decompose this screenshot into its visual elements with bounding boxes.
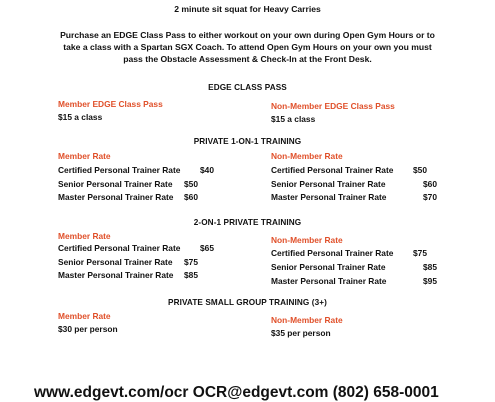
intro-line-1: Purchase an EDGE Class Pass to either workout on your own during Open Gym Hours or to xyxy=(60,30,435,40)
rate-label: Master Personal Trainer Rate xyxy=(271,192,387,202)
small-group-member-price: $30 per person xyxy=(58,324,118,334)
two-on-one-member-row xyxy=(58,243,238,255)
rate-price: $85 xyxy=(184,270,198,280)
edge-pass-nonmember-head: Non-Member EDGE Class Pass xyxy=(271,101,395,111)
footer-contact: www.edgevt.com/ocr OCR@edgevt.com (802) 658-0001 xyxy=(34,384,439,401)
rate-label: Senior Personal Trainer Rate xyxy=(58,179,173,189)
rate-price: $70 xyxy=(423,192,437,202)
rate-label: Certified Personal Trainer Rate xyxy=(271,165,394,175)
two-on-one-nonmember-head: Non-Member Rate xyxy=(271,235,343,245)
one-on-one-member-row xyxy=(58,192,238,204)
rate-label: Master Personal Trainer Rate xyxy=(271,276,387,286)
rate-label: Certified Personal Trainer Rate xyxy=(271,248,394,258)
rate-price: $60 xyxy=(184,192,198,202)
edge-pass-title: EDGE CLASS PASS xyxy=(208,83,287,92)
small-group-title: PRIVATE SMALL GROUP TRAINING (3+) xyxy=(168,298,327,307)
two-on-one-title: 2-ON-1 PRIVATE TRAINING xyxy=(193,218,302,227)
small-group-nonmember-head: Non-Member Rate xyxy=(271,315,343,325)
rate-label: Master Personal Trainer Rate xyxy=(58,270,174,280)
rate-label: Senior Personal Trainer Rate xyxy=(271,179,386,189)
two-on-one-member-row xyxy=(58,270,238,282)
rate-price: $50 xyxy=(413,165,427,175)
rate-label: Senior Personal Trainer Rate xyxy=(271,262,386,272)
rate-label: Certified Personal Trainer Rate xyxy=(58,243,181,253)
two-on-one-nonmember-row xyxy=(271,248,451,260)
rate-price: $50 xyxy=(184,179,198,189)
small-group-member-head: Member Rate xyxy=(58,311,111,321)
intro-line-2: take a class with a Spartan SGX Coach. To attend Open Gym Hours on your own you must xyxy=(63,42,432,52)
edge-pass-member-head: Member EDGE Class Pass xyxy=(58,99,163,109)
rate-label: Master Personal Trainer Rate xyxy=(58,192,174,202)
intro-line-3: pass the Obstacle Assessment & Check-In at the Front Desk. xyxy=(123,54,372,64)
rate-price: $75 xyxy=(413,248,427,258)
two-on-one-nonmember-row xyxy=(271,276,451,288)
one-on-one-member-head: Member Rate xyxy=(58,151,111,161)
small-group-nonmember-price: $35 per person xyxy=(271,328,331,338)
rate-price: $75 xyxy=(184,257,198,267)
rate-label: Senior Personal Trainer Rate xyxy=(58,257,173,267)
two-on-one-member-row xyxy=(58,257,238,269)
rate-price: $40 xyxy=(200,165,214,175)
rate-price: $60 xyxy=(423,179,437,189)
one-on-one-nonmember-row xyxy=(271,179,451,191)
two-on-one-nonmember-row xyxy=(271,262,451,274)
one-on-one-nonmember-head: Non-Member Rate xyxy=(271,151,343,161)
one-on-one-member-row xyxy=(58,165,238,177)
rate-price: $65 xyxy=(200,243,214,253)
top-line: 2 minute sit squat for Heavy Carries xyxy=(174,4,321,14)
rate-price: $95 xyxy=(423,276,437,286)
one-on-one-title: PRIVATE 1-ON-1 TRAINING xyxy=(193,137,302,146)
one-on-one-nonmember-row xyxy=(271,165,451,177)
edge-pass-nonmember-price: $15 a class xyxy=(271,114,316,124)
one-on-one-member-row xyxy=(58,179,238,191)
edge-pass-member-price: $15 a class xyxy=(58,112,103,122)
rate-price: $85 xyxy=(423,262,437,272)
one-on-one-nonmember-row xyxy=(271,192,451,204)
rate-label: Certified Personal Trainer Rate xyxy=(58,165,181,175)
two-on-one-member-head: Member Rate xyxy=(58,231,111,241)
